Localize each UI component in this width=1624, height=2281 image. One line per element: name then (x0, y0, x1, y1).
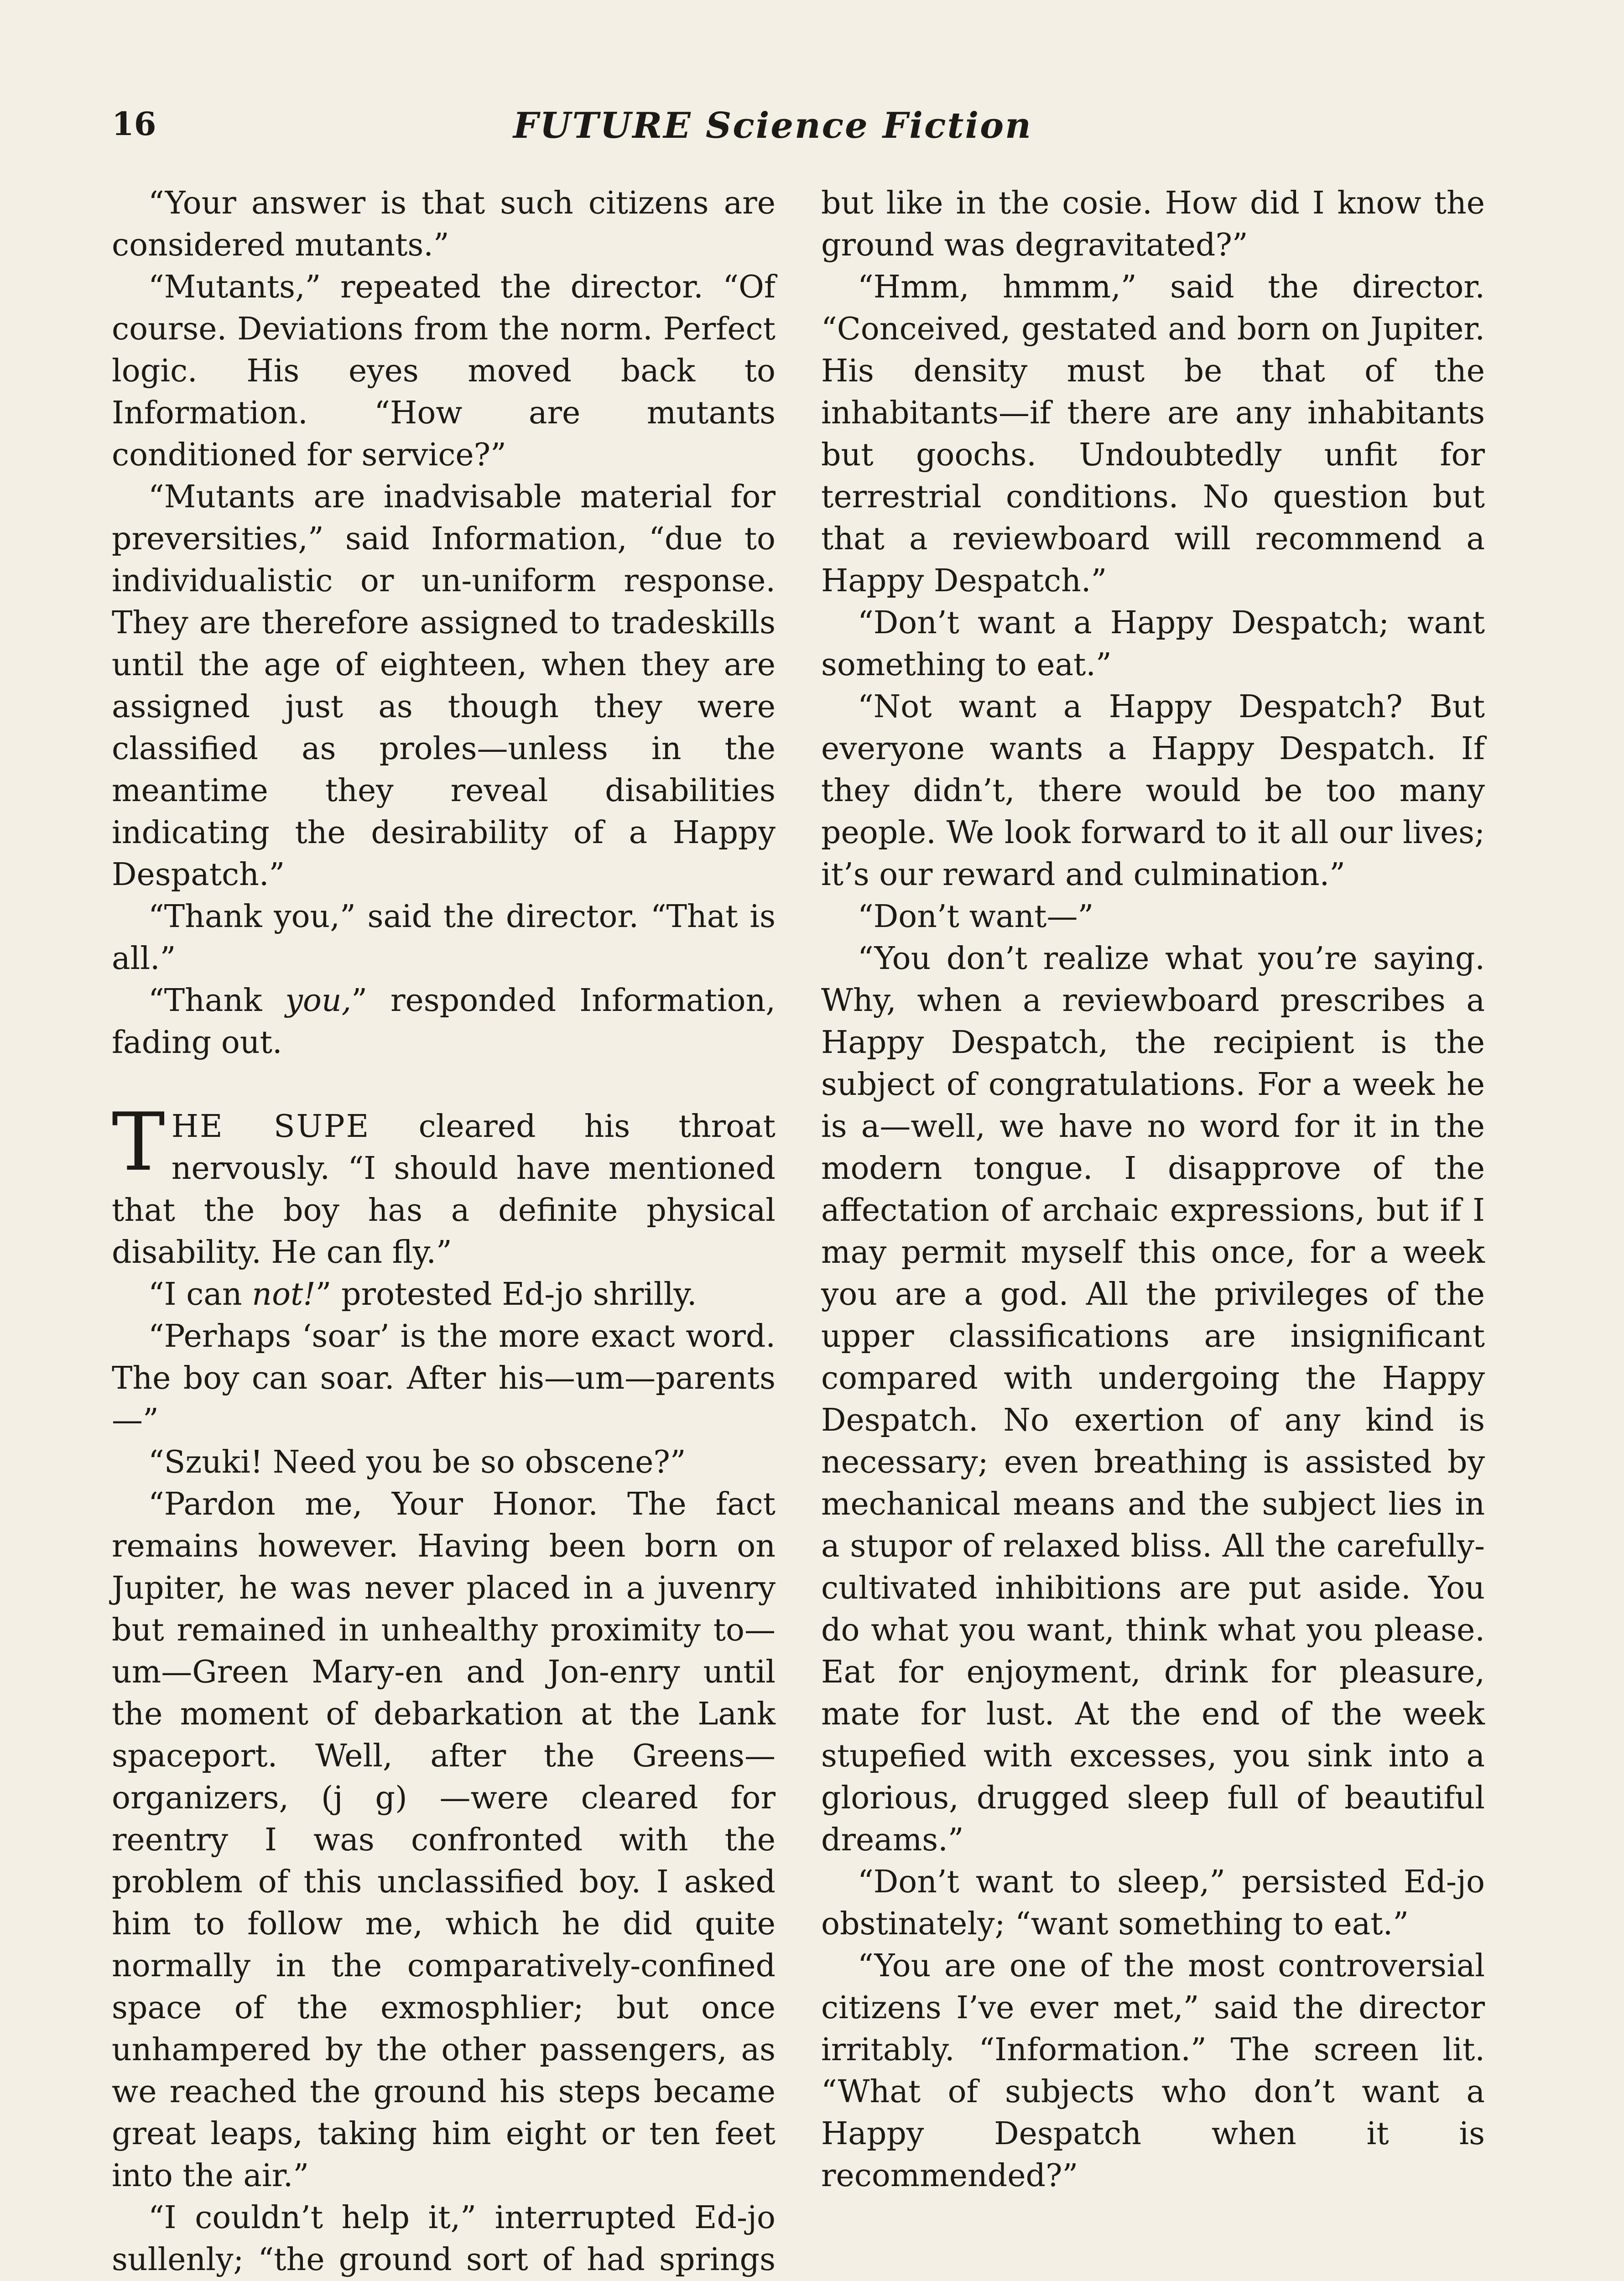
small-caps-lead: HE SUPE (171, 1109, 370, 1145)
paragraph: “Pardon me, Your Honor. The fact remains however. Having been born on Jupiter, he was never placed in a juvenry but remained in unhealthy proximity to—um—Green Mary-en and Jon-enry until the moment of debarkation at the Lank spaceport. Well, after the Greens—organizers, (j g) —were cleared for reentry I was confronted with the problem of this unclassified boy. I asked him to follow me, which he did quite normally in the comparatively-confined space of the exmosphlier; but once unhampered by the other passengers, as we reached the ground his steps became great leaps, taking him eight or ten feet into the air.” (112, 1486, 776, 2194)
paragraph (112, 1274, 776, 1316)
emphasis: not! (252, 1276, 316, 1312)
left-column (112, 182, 776, 2281)
paragraph: “Mutants are inadvisable material for preversities,” said Information, “due to individualistic or un-uniform response. They are therefore assigned to tradeskills until the age of eighteen, when they are assigned just as though they were classified as proles—unless in the meantime they reveal disabilities indicating the desirability of a Happy Despatch.” (112, 479, 776, 893)
paragraph: “Hmm, hmmm,” said the director. “Conceived, gestated and born on Jupiter. His density must be that of the inhabitants—if there are any inhabitants but goochs. Undoubtedly unfit for terrestrial conditions. No question but that a reviewboard will recommend a Happy Despatch.” (821, 269, 1485, 599)
drop-cap: T (112, 1096, 165, 1189)
section-start-paragraph (112, 1096, 776, 1274)
text-run: “Thank (148, 983, 286, 1019)
paragraph: “You don’t realize what you’re saying. Why, when a reviewboard prescribes a Happy Despatch, the recipient is the subject of congratulations. For a week he is a—well, we have no word for it in the modern tongue. I disapprove of the affectation of archaic expressions, but if I may permit myself this once, for a week you are a god. All the privileges of the upper classifications are insignificant compared with undergoing the Happy Despatch. No exertion of any kind is necessary; even breathing is assisted by mechanical means and the subject lies in a stupor of relaxed bliss. All the carefully-cultivated inhibitions are put aside. You do what you want, think what you please. Eat for enjoyment, drink for pleasure, mate for lust. At the end of the week stupefied with excesses, you sink into a glorious, drugged sleep full of beautiful dreams.” (821, 941, 1485, 1858)
paragraph: “Don’t want to sleep,” persisted Ed-jo obstinately; “want something to eat.” (821, 1864, 1485, 1942)
right-column (821, 182, 1485, 2197)
paragraph: “Szuki! Need you be so obscene?” (148, 1444, 686, 1480)
paragraph: “Don’t want—” (858, 899, 1094, 935)
paragraph: “Your answer is that such citizens are considered mutants.” (112, 185, 776, 263)
text-run: ” protested Ed-jo shrilly. (315, 1276, 697, 1312)
paragraph-continued: but like in the cosie. How did I know the ground was degravitated?” (821, 185, 1485, 263)
paragraph: “You are one of the most controversial citizens I’ve ever met,” said the director irritably. “Information.” The screen lit. “What of subjects who don’t want a Happy Despatch when it is recommended?” (821, 1948, 1485, 2194)
paragraph: “Not want a Happy Despatch? But everyone wants a Happy Despatch. If they didn’t, there would be too many people. We look forward to it all our lives; it’s our reward and culmination.” (821, 689, 1485, 893)
paragraph (112, 980, 776, 1064)
emphasis: you, (285, 983, 352, 1019)
magazine-title: FUTURE Science Fiction (513, 105, 1032, 146)
paragraph: “Thank you,” said the director. “That is all.” (112, 899, 776, 977)
paragraph: “Perhaps ‘soar’ is the more exact word. The boy can soar. After his—um—parents—” (112, 1318, 776, 1438)
running-header (112, 105, 1487, 146)
text-run: ” responded Information, fading out. (112, 983, 776, 1061)
page-number: 16 (112, 105, 156, 143)
paragraph: “Mutants,” repeated the director. “Of course. Deviations from the norm. Perfect logic. His eyes moved back to Information. “How are mutants conditioned for service?” (112, 269, 776, 473)
text-run: “I can (148, 1276, 252, 1312)
text-run: cleared his throat nervously. “I should have mentioned that the boy has a definite physical disability. He can fly.” (112, 1109, 776, 1271)
paragraph: “I couldn’t help it,” interrupted Ed-jo sullenly; “the ground sort of had springs (112, 2200, 776, 2278)
paragraph: “Don’t want a Happy Despatch; want something to eat.” (821, 605, 1485, 683)
